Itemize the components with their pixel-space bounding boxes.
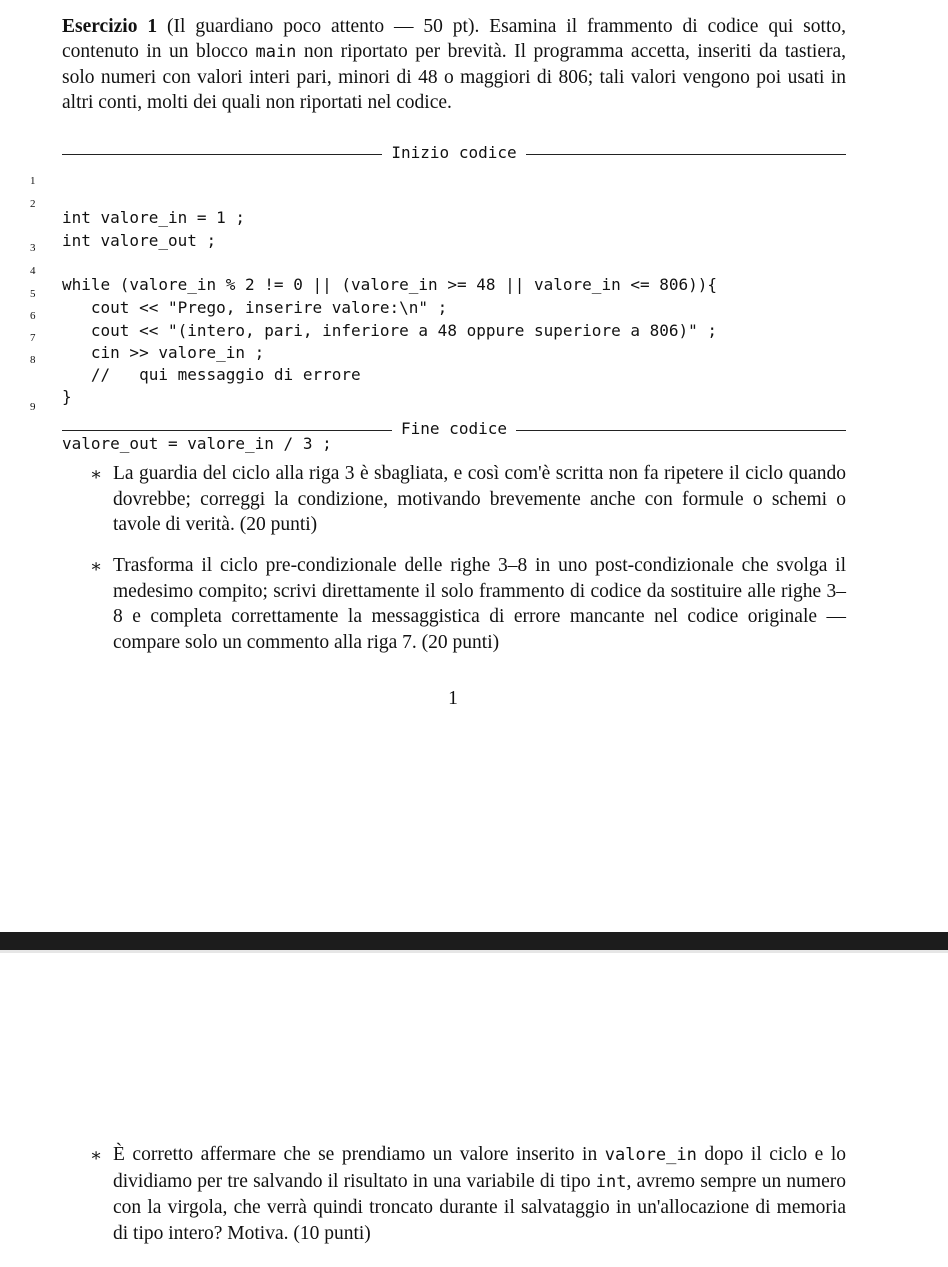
question-bullet (90, 553, 846, 655)
bullet-star-icon: ∗ (90, 1145, 103, 1165)
code-text: // qui messaggio di errore (62, 365, 361, 384)
bullet3-code-valore-in: valore_in (604, 1145, 697, 1165)
code-start-rule (62, 142, 846, 162)
code-text: while (valore_in % 2 != 0 || (valore_in >= 48 || valore_in <= 806)){ (62, 275, 718, 294)
code-line (0, 396, 332, 453)
line-number: 6 (30, 310, 36, 322)
rule-line (526, 154, 846, 155)
line-number: 4 (30, 265, 36, 277)
code-end-label: Fine codice (401, 418, 507, 438)
exercise-intro (62, 14, 846, 115)
bullet3-part3: , avremo sempre un numero con la virgola, che verrà quindi troncato durante il salvataggio in un'allocazione di memoria di tipo intero? Motiva. (10 punti) (113, 1170, 846, 1244)
question-bullet (90, 461, 846, 538)
code-text: int valore_in = 1 ; (62, 208, 246, 227)
page-edge-shadow (0, 950, 948, 953)
code-text: cout << "Prego, inserire valore:\n" ; (62, 298, 448, 317)
bullet-star-icon: ∗ (90, 464, 103, 484)
bullet-text: Trasforma il ciclo pre-condizionale delle righe 3–8 in uno post-condizionale che svolga il medesimo compito; scrivi direttamente il solo frammento di codice da sostituire alle righe 3–8 e completa correttamente la messaggistica di errore mancante nel codice originale — compare solo un commento alla riga 7. (20 punti) (113, 555, 846, 653)
exercise-heading: Esercizio 1 (62, 16, 158, 37)
code-text: cin >> valore_in ; (62, 343, 265, 362)
code-start-label: Inizio codice (391, 142, 517, 162)
exercise-text-b: non riportato per brevità. Il programma accetta, inseriti da tastiera, solo numeri con valori interi pari, minori di 48 o maggiori di 806; tali valori vengono poi usati in altri conti, molti dei quali non riportati nel codice. (62, 41, 847, 113)
exercise-text-a: Esamina il frammento di codice qui sotto, contenuto in un blocco (62, 16, 846, 62)
line-number: 8 (30, 354, 36, 366)
bullet-text: La guardia del ciclo alla riga 3 è sbagliata, e così com'è scritta non fa ripetere il ciclo quando dovrebbe; correggi la condizione, motivando brevemente anche con formule o schemi o tavole di verità. (20 punti) (113, 463, 846, 535)
page-number: 1 (448, 688, 458, 709)
exercise-code-word: main (255, 42, 297, 62)
code-text: valore_out = valore_in / 3 ; (62, 434, 332, 453)
rule-line (516, 430, 846, 431)
bullet-text (113, 1142, 846, 1246)
bullet-star-icon: ∗ (90, 556, 103, 576)
rule-line (62, 154, 382, 155)
page-break-divider (0, 932, 948, 950)
line-number: 9 (30, 401, 36, 413)
code-text: cout << "(intero, pari, inferiore a 48 oppure superiore a 806)" ; (62, 321, 718, 340)
line-number: 2 (30, 198, 36, 210)
code-line (0, 305, 265, 362)
bullet3-code-int: int (595, 1171, 627, 1192)
code-line (0, 170, 246, 227)
bullet3-part1: È corretto affermare che se prendiamo un valore inserito in (113, 1144, 598, 1165)
code-text: } (62, 387, 72, 406)
question-bullet (90, 1142, 846, 1246)
line-number: 1 (30, 175, 36, 187)
code-line (0, 349, 72, 406)
line-number: 3 (30, 242, 36, 254)
line-number: 7 (30, 332, 36, 344)
code-end-rule (62, 418, 846, 438)
rule-line (62, 430, 392, 431)
code-text: int valore_out ; (62, 231, 217, 250)
exercise-subtitle: (Il guardiano poco attento — 50 pt). (167, 16, 480, 37)
line-number: 5 (30, 288, 36, 300)
bullet3-part2: dopo il ciclo e lo dividiamo per tre salvando il risultato in una variabile di tipo (113, 1144, 847, 1192)
